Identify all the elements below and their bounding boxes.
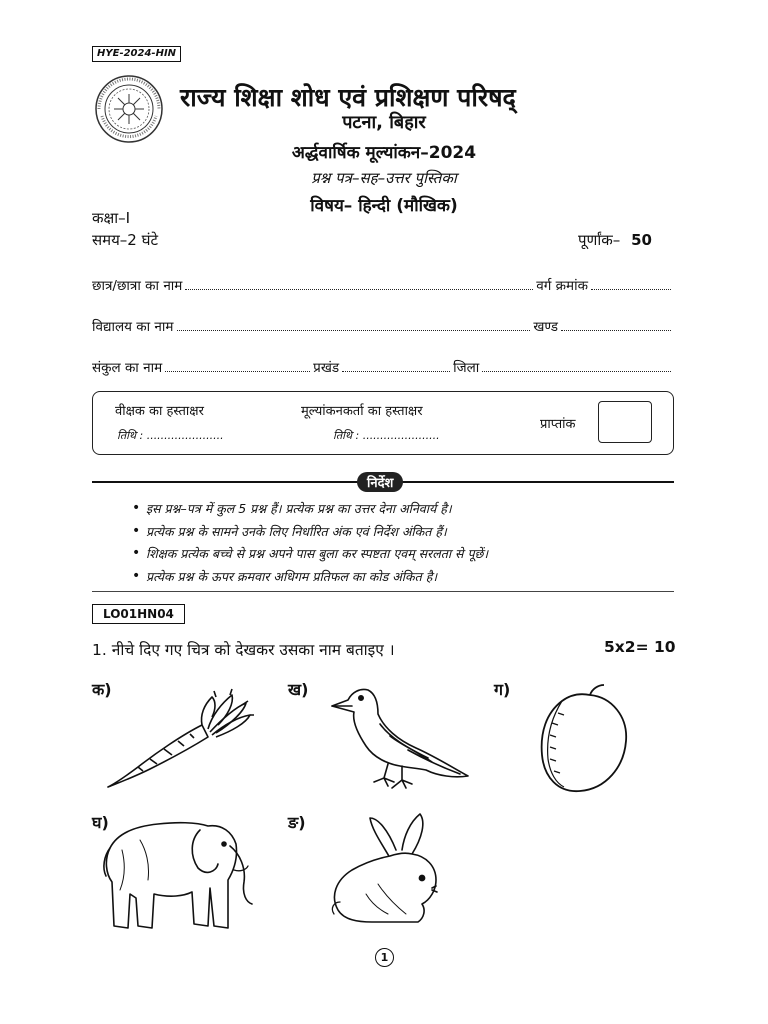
block-label: प्रखंड [313,360,340,376]
exam-title: अर्द्धवार्षिक मूल्यांकन–2024 [291,143,477,163]
subject: विषय– हिन्दी (मौखिक) [310,196,458,216]
school-name-row [92,317,674,335]
option-label-gha: घ) [92,813,109,832]
instructions-heading: निर्देश [357,472,403,492]
time-label: समय–2 घंटे [92,231,159,249]
school-name-field[interactable] [177,329,531,331]
marks-obtained-label: प्राप्तांक [540,417,576,432]
instruction-item: • प्रत्येक प्रश्न के सामने उनके लिए निर्धारित अंक एवं निर्देश अंकित हैं। [146,523,447,540]
khand-field[interactable] [561,329,671,331]
student-name-field[interactable] [185,288,533,290]
org-name: राज्य शिक्षा शोध एवं प्रशिक्षण परिषद् [180,83,516,112]
question-marks: 5x2= 10 [604,638,676,656]
instructions-bottom-rule [92,591,674,592]
marks-obtained-box[interactable] [598,401,652,443]
student-name-label: छात्र/छात्रा का नाम [92,278,183,294]
paper-code: HYE-2024-HIN [92,46,181,62]
section-field[interactable] [591,288,671,290]
page-number: 1 [375,948,394,967]
option-label-ga: ग) [494,680,511,699]
sankul-label: संकुल का नाम [92,360,163,376]
block-field[interactable] [342,370,450,372]
student-name-row [92,276,674,294]
class-label: कक्षा–I [92,209,131,227]
invigilator-signature-label: वीक्षक का हस्ताक्षर [115,404,204,419]
instruction-item: • शिक्षक प्रत्येक बच्चे से प्रश्न अपने पास बुला कर स्पष्टता एवम् सरलता से पूछें। [146,545,488,562]
location: पटना, बिहार [342,112,426,133]
school-name-label: विद्यालय का नाम [92,319,174,335]
instruction-item: • प्रत्येक प्रश्न के ऊपर क्रमवार अधिगम प्रतिफल का कोड अंकित है। [146,568,437,585]
learning-outcome-code: LO01HN04 [92,604,185,624]
sankul-field[interactable] [165,370,310,372]
option-label-ka: क) [92,680,112,699]
invigilator-date[interactable]: तिथि : ...................... [117,429,224,442]
option-label-nga: ङ) [288,813,306,832]
district-field[interactable] [482,370,671,372]
question-text: 1. नीचे दिए गए चित्र को देखकर उसका नाम बताइए । [92,641,395,659]
mango-picture [532,683,632,795]
sankul-row [92,358,674,376]
carrot-picture [104,685,254,791]
district-label: जिला [453,360,480,376]
full-marks [578,230,652,250]
option-label-kha: ख) [288,680,309,699]
instruction-item: • इस प्रश्न–पत्र में कुल 5 प्रश्न हैं। प्रत्येक प्रश्न का उत्तर देना अनिवार्य है। [146,500,452,517]
evaluator-signature-label: मूल्यांकनकर्ता का हस्ताक्षर [301,404,423,419]
full-marks-label: पूर्णांक– [578,231,621,249]
elephant-picture [100,810,256,934]
signature-box [92,391,674,455]
paper-type: प्रश्न पत्र–सह–उत्तर पुस्तिका [311,169,457,187]
crow-picture [330,684,470,796]
khand-label: खण्ड [533,319,558,335]
section-label: वर्ग क्रमांक [536,278,588,294]
rabbit-picture [326,810,440,928]
evaluator-date[interactable]: तिथि : ...................... [333,429,440,442]
full-marks-value: 50 [631,231,652,249]
